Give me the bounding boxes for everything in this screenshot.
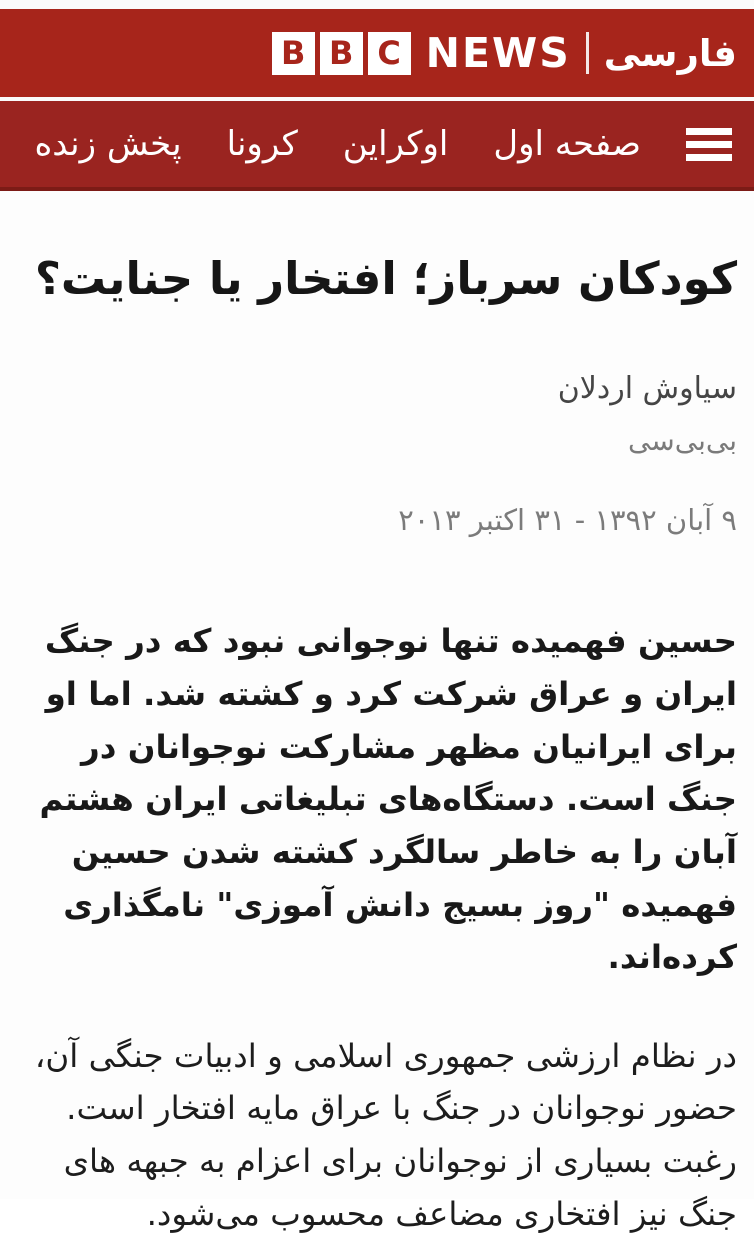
bbc-logo-letter: B	[320, 32, 363, 75]
nav-item-live[interactable]: پخش زنده	[34, 124, 182, 164]
site-header	[0, 9, 754, 101]
byline-author: سیاوش اردلان	[557, 371, 737, 407]
nav-item-corona[interactable]: کرونا	[226, 124, 298, 164]
article-date: ۹ آبان ۱۳۹۲ - ۳۱ اکتبر ۲۰۱۳	[398, 502, 737, 537]
service-name-farsi: فارسی	[603, 31, 737, 75]
nav-item-home[interactable]: صفحه اول	[493, 124, 641, 164]
article-paragraph-lead: حسین فهمیده تنها نوجوانی نبود که در جنگ ایران و عراق شرکت کرد و کشته شد. اما او برای ایرانیان مظهر مشارکت نوجوانان در جنگ است. دستگاه‌های تبلیغاتی ایران هشتم آبان را به خاطر سالگرد کشته شدن حسین فهمیده "روز بسیج دانش آموزی" نامگذاری کرده‌اند.	[39, 622, 737, 977]
byline-source: بی‌بی‌سی	[627, 424, 737, 458]
news-wordmark: NEWS	[425, 29, 571, 77]
bbc-logo-letter: B	[272, 32, 315, 75]
hamburger-menu-button[interactable]	[686, 128, 732, 161]
primary-nav	[0, 101, 754, 191]
nav-item-ukraine[interactable]: اوکراین	[342, 124, 449, 164]
bbc-news-logo[interactable]	[272, 29, 737, 77]
article-title: کودکان سرباز؛ افتخار یا جنایت؟	[34, 252, 737, 305]
separator-bar	[586, 32, 589, 74]
bbc-logo-blocks	[272, 32, 411, 75]
article-paragraph: در نظام ارزشی جمهوری اسلامی و ادبیات جنگی آن، حضور نوجوانان در جنگ با عراق مایه افتخار است. رغبت بسیاری از نوجوانان برای اعزام به جبهه های جنگ نیز افتخاری مضاعف محسوب می‌شود.	[34, 1036, 737, 1233]
article	[0, 246, 754, 1240]
bbc-logo-letter: C	[368, 32, 411, 75]
top-strip	[0, 0, 754, 9]
